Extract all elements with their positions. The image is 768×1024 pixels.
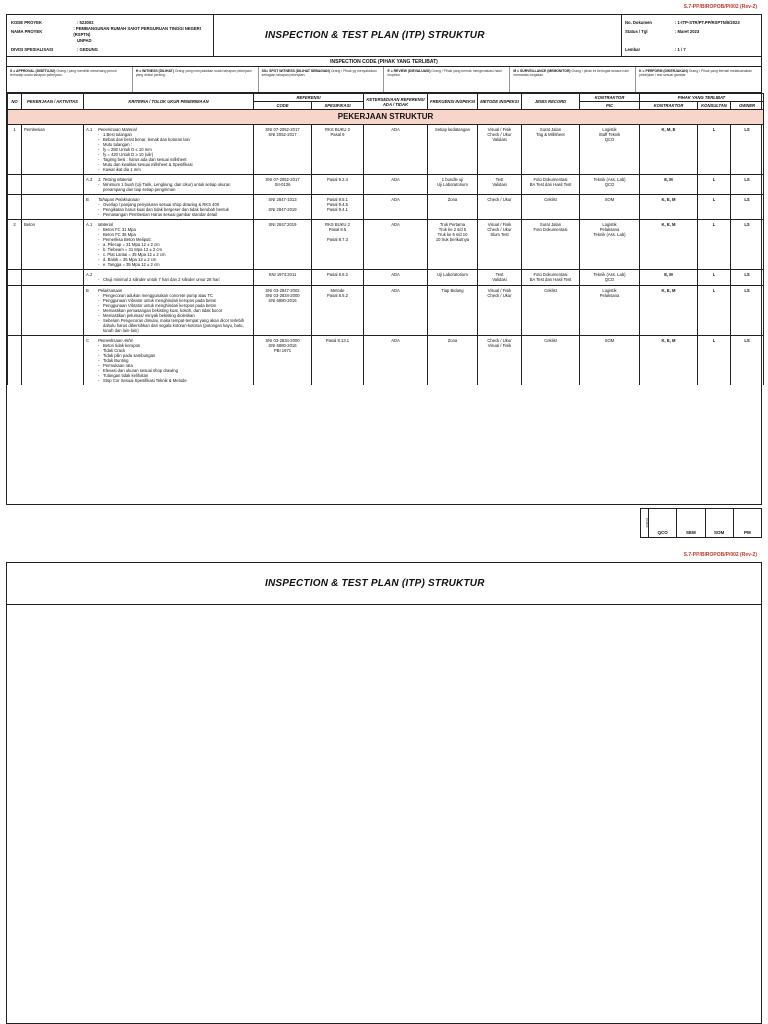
doc-header-2 bbox=[7, 563, 761, 605]
document-info bbox=[625, 18, 761, 54]
cell-frekuensi: Truk Pertama Truk ke 2 s/d 5 Truk ke 6 s/d 10 10 truk berikutnya bbox=[428, 220, 478, 270]
project-info-key: KODE PROYEK bbox=[11, 19, 42, 25]
project-info-value: : GEDUNG bbox=[77, 46, 98, 52]
sign-qco: QCO bbox=[649, 509, 677, 537]
cell-no bbox=[8, 335, 22, 385]
th-kriteria: KRITERIA / TOLOK UKUR PENERIMAAN bbox=[84, 94, 254, 110]
cell-record: Surat Jalan Foto Dokumentasi bbox=[522, 220, 580, 270]
cell-pic: Logistik Pelaksana bbox=[580, 285, 640, 335]
cell-owner: LS bbox=[731, 174, 764, 194]
th-pekerjaan: PEKERJAAN / AKTIVITAS bbox=[22, 94, 84, 110]
document-info-value: : 1 / 7 bbox=[675, 46, 686, 52]
approval-signature-box bbox=[640, 508, 762, 538]
cell-metode: Visual / Fisik Check / Ukur bbox=[478, 285, 522, 335]
document-info-key: Status / Tgl bbox=[625, 28, 648, 34]
th-metode: METODE INSPEKSI bbox=[478, 94, 522, 110]
cell-frekuensi: Setiap kedatangan bbox=[428, 124, 478, 174]
cell-kriteria: A.1 Material - Beton FC 31 Mpa - Beton FC 35 Mpa - Pemeriksa Beton Meliputi: - a. Pilecap = 31 Mpa 12 ± 2 cm - b. Tiebeam = 31 Mpa 12 ± 2 cm - c. Plat Lantai = 35 Mpa 12 ± 2 cm - d. Balok = 35 Mpa 12 ± 2 cm - e. Tangga = 35 Mpa 12 ± 2 cm bbox=[84, 220, 254, 270]
legend-item: S = APPROVAL (DISETUJUI) Orang / yang memiliki wewenang penuh terhadap suatu tahapan pekerjaan. bbox=[7, 67, 133, 92]
project-info-key: DIVISI SPESIALISASI bbox=[11, 46, 54, 52]
cell-job bbox=[22, 335, 84, 385]
th-referensi: REFERENSI bbox=[254, 94, 364, 102]
table-row bbox=[8, 174, 764, 194]
cell-code: SNI 2847:2019 bbox=[254, 220, 312, 270]
cell-kontraktor: K, M, E bbox=[640, 124, 698, 174]
itp-table-body bbox=[8, 124, 764, 385]
cell-code: SNI 03-2834-2000 SNI 6880-2016 PBI 1971 bbox=[254, 335, 312, 385]
th-ketersediaan: KETERSEDIAAN REFERENSI ADA / TIDAK bbox=[364, 94, 428, 110]
th-p-owner: OWNER bbox=[731, 102, 764, 110]
th-pic: PIC bbox=[580, 102, 640, 110]
document-info-row bbox=[625, 36, 761, 45]
cell-konsultan: L bbox=[698, 124, 731, 174]
cell-pic: SOM bbox=[580, 195, 640, 220]
cell-owner: LS bbox=[731, 335, 764, 385]
table-row bbox=[8, 335, 764, 385]
cell-kriteria: A.2 1. Testing Material - Minimum 1 buah (Uji Tarik, Lengkung, dan Ukur) untuk setiap ukuran penampang dan tiap setiap pengiriman bbox=[84, 174, 254, 194]
cell-ada: ADA bbox=[364, 335, 428, 385]
cell-code: SNI 2847-1013 SNI 2847-2019 bbox=[254, 195, 312, 220]
cell-spec: RKS BUKU 2 Pasal 8.5 Pasal 8.7.3 bbox=[312, 220, 364, 270]
cell-metode: Visual / Fisik Check / Ukur Validasi bbox=[478, 124, 522, 174]
cell-ada: ADA bbox=[364, 220, 428, 270]
th-kontraktor: KONTRAKTOR bbox=[580, 94, 640, 102]
cell-kontraktor: K, E, M bbox=[640, 195, 698, 220]
document-info-value: : Maret 2023 bbox=[675, 28, 700, 34]
table-row bbox=[8, 285, 764, 335]
inspection-code-title: INSPECTION CODE (PIHAK YANG TERLIBAT) bbox=[7, 57, 761, 67]
th-p-konsultan: KONSULTAN bbox=[698, 102, 731, 110]
cell-pic: Teknik (Ass. Lab) QCO bbox=[580, 174, 640, 194]
cell-metode: Test Validasi bbox=[478, 270, 522, 285]
th-jenis: JENIS RECORD bbox=[522, 94, 580, 110]
cell-spec: Metode Pasal 8.6.2 bbox=[312, 285, 364, 335]
cell-job bbox=[22, 174, 84, 194]
cell-record: Ceklist bbox=[522, 195, 580, 220]
cell-job bbox=[22, 270, 84, 285]
th-pihak: PIHAK YANG TERLIBAT bbox=[640, 94, 764, 102]
cell-record: Foto Dokumentasi BA Test dan Hasil Test bbox=[522, 270, 580, 285]
cell-kriteria: A.2 - Ckuji minimal 2 silinder untuk 7 hari dan 2 silinder umur 28 hari bbox=[84, 270, 254, 285]
cell-kontraktor: K, E, M bbox=[640, 220, 698, 270]
document-info-row bbox=[625, 18, 761, 27]
cell-spec: Pasal 9.2.4 bbox=[312, 174, 364, 194]
itp-sheet-1 bbox=[6, 4, 762, 505]
doc-title: INSPECTION & TEST PLAN (ITP) STRUKTUR bbox=[265, 30, 485, 41]
legend-item: K = PERFORM (DIKERJAKAN) Orang / Pihak yang berhak melaksanakan pekerjaan / test sesuai gambar. bbox=[639, 69, 752, 78]
cell-no bbox=[8, 270, 22, 285]
cell-code: SNI 07-2052-2017 SII-0136 bbox=[254, 174, 312, 194]
cell-job: Pembesian bbox=[22, 124, 84, 174]
cell-owner: LS bbox=[731, 124, 764, 174]
project-info-row bbox=[11, 45, 211, 54]
cell-pic: Teknik (Ass. Lab) QCO bbox=[580, 270, 640, 285]
cell-konsultan: L bbox=[698, 270, 731, 285]
cell-ada: ADA bbox=[364, 285, 428, 335]
project-info-key: NAMA PROYEK bbox=[11, 28, 43, 34]
cell-owner: LS bbox=[731, 220, 764, 270]
cell-no bbox=[8, 195, 22, 220]
cell-code: SNI 03-2847-2002 SNI 03-2834-2000 SNI 6880-2016 bbox=[254, 285, 312, 335]
section-title: PEKERJAAN STRUKTUR bbox=[8, 110, 764, 125]
document-info-row bbox=[625, 45, 761, 54]
cell-no: 1 bbox=[8, 124, 22, 174]
cell-no: 2 bbox=[8, 220, 22, 270]
document-info-key: No. Dokumen bbox=[625, 19, 652, 25]
cell-metode: Visual / Fisik Check / Ukur Slum Test bbox=[478, 220, 522, 270]
cell-record: Foto Dokumentasi BA Test dan Hasil Test bbox=[522, 174, 580, 194]
th-p-kontraktor: KONTRAKTOR bbox=[640, 102, 698, 110]
cell-kontraktor: E, M bbox=[640, 270, 698, 285]
cell-record: Ceklist bbox=[522, 335, 580, 385]
cell-spec: Pasal 8.13.1 bbox=[312, 335, 364, 385]
legend-item: H = WITNESS (DILIHAT) Orang yang menyaksikan suatu tahapan pekerjaan yang dinilai penting. bbox=[133, 67, 259, 92]
cell-ada: ADA bbox=[364, 174, 428, 194]
cell-job bbox=[22, 285, 84, 335]
cell-kriteria: A.1 Penerimaan Material - 1.Besi tulangan - Bebas dari berat benar, lemak dan kotoran lain - Mutu tulangan : - fy = 280 Untuk D ≤ 10 mm - fy = 420 Untuk D ≥ 10 (ulir) - Tagimg besi : harus ada dan sesuai millsheet - Mutu dan kwalitas sesuai millsheet & Spesifikasi - Kawat ikat dia 1 mm bbox=[84, 124, 254, 174]
cell-spec: RKS BUKU 2 Pasal 9 bbox=[312, 124, 364, 174]
cell-kontraktor: K, E, M bbox=[640, 285, 698, 335]
cell-frekuensi: 1 bundle uji Uji Laboratorium bbox=[428, 174, 478, 194]
cell-frekuensi: Tiap Bidang bbox=[428, 285, 478, 335]
cell-frekuensi: Zona bbox=[428, 335, 478, 385]
table-row bbox=[8, 270, 764, 285]
cell-konsultan: L bbox=[698, 335, 731, 385]
th-no: NO bbox=[8, 94, 22, 110]
doc-title-2: INSPECTION & TEST PLAN (ITP) STRUKTUR bbox=[265, 578, 485, 589]
paraf-label: PARAF bbox=[641, 509, 649, 537]
cell-record: Surat Jalan Tag & Millsheet bbox=[522, 124, 580, 174]
table-row bbox=[8, 220, 764, 270]
cell-pic: Logistik Pelaksana Teknik (Ass. Lab) bbox=[580, 220, 640, 270]
project-info bbox=[11, 18, 211, 54]
sign-sem: SEM bbox=[677, 509, 705, 537]
project-info-value: UNPAD bbox=[77, 37, 92, 43]
cell-no bbox=[8, 285, 22, 335]
project-info-value: : PEMBANGUNAN RUMAH SAKIT PERGURUAN TINGGI NEGERI (RSPTN) bbox=[73, 26, 201, 37]
cell-konsultan: L bbox=[698, 195, 731, 220]
cell-metode: Check / Ukur Visual / Fisik bbox=[478, 335, 522, 385]
cell-konsultan: L bbox=[698, 174, 731, 194]
cell-konsultan: L bbox=[698, 285, 731, 335]
cell-metode: Check / Ukur bbox=[478, 195, 522, 220]
cell-owner: LS bbox=[731, 270, 764, 285]
cell-kontraktor: K, E, M bbox=[640, 335, 698, 385]
cell-no bbox=[8, 174, 22, 194]
cell-ada: ADA bbox=[364, 124, 428, 174]
cell-kontraktor: E, M bbox=[640, 174, 698, 194]
cell-ada: ADA bbox=[364, 270, 428, 285]
sign-som: SOM bbox=[706, 509, 734, 537]
project-info-row bbox=[11, 36, 211, 45]
cell-ada: ADA bbox=[364, 195, 428, 220]
document-info-value: : 1-ITP-STR/PT.PP/RSPTN/II/2023 bbox=[675, 19, 740, 25]
legend-item: E = REVIEW (DIEVALUASI) Orang / Pihak yang berhak mengevaluasi hasil inspeksi. bbox=[384, 67, 510, 92]
form-code: S.7-PP/BIROPOB/P/002 (Rev-2) bbox=[683, 4, 757, 10]
legend-item: SS= SPOT WITNESS (DILIHAT SEBAGIAN) Orang / Pihak yg menyaksikan sebagian tahapan pekerjaan. bbox=[259, 67, 385, 92]
table-row bbox=[8, 124, 764, 174]
cell-owner: LS bbox=[731, 195, 764, 220]
cell-code: SNI 1974:2011 bbox=[254, 270, 312, 285]
cell-spec: Pasal 9.5.1 Pasal 9.4.5 Pasal 9.4.1 bbox=[312, 195, 364, 220]
project-info-value: : 523002 bbox=[77, 19, 94, 25]
cell-job bbox=[22, 195, 84, 220]
itp-table bbox=[7, 93, 764, 385]
legend-item: M = SURVEILLANCE (MEMONITOR) Orang / pihak ini bertugas secara rutin memantau kegiatan. bbox=[510, 67, 636, 92]
cell-spec: Pasal 8.6.2 bbox=[312, 270, 364, 285]
cell-owner: LS bbox=[731, 285, 764, 335]
cell-pic: SOM bbox=[580, 335, 640, 385]
cell-frekuensi: Uji Laboratorium bbox=[428, 270, 478, 285]
inspection-code-legend bbox=[7, 67, 761, 93]
document-info-key: Lembar bbox=[625, 46, 641, 52]
cell-kriteria: C Pemeriksaan Akhir - Beton tidak keropos - Tidak Crack - Tidak pilin pada sambungan - Tidak Bunting - Permukaan rata - Elevasi dan ukuran sesuai shop drawing - Tulangan tidak kelihatan - Stop Cor Sesuai Spesifikasi Teknik & Metode bbox=[84, 335, 254, 385]
document-info-row bbox=[625, 27, 761, 36]
table-row bbox=[8, 195, 764, 220]
sign-pm: PM bbox=[744, 529, 751, 535]
th-frekuensi: FREKUENSI INSPEKSI bbox=[428, 94, 478, 110]
itp-sheet-2 bbox=[6, 552, 762, 1024]
cell-record: Ceklist bbox=[522, 285, 580, 335]
cell-konsultan: L bbox=[698, 220, 731, 270]
cell-code: SNI 07-2052-2017 SNI 2052-2017 bbox=[254, 124, 312, 174]
cell-kriteria: B Tahapan Pelaksanaan - Overlap / panjang penyaluran sesuai shop drawing & RKS 400 - Pengikatan harus kuat dan tidak bergeser dan tidak berubah bentuk - Pemasangan Pembesian Harus sesuai gambar standar detail bbox=[84, 195, 254, 220]
th-code: CODE bbox=[254, 102, 312, 110]
cell-metode: Test Validasi bbox=[478, 174, 522, 194]
cell-kriteria: B Pelaksanaan - Pengecoran adukan menggunakan concrete pump atau TC - Penggunaan Vibrator untuk menghindari keropos pada beton - Penggunaan Vibrator untuk menghindari keropos pada beton - Memastikan pemasangan bekisting kuat, kokoh, dan tidak bocor - Memastikan pelumas/ minyak bekisting dioleskan - Sebelum Pengecoran dimulai, maka tempat-tempat yang akan dicor terlebih dahulu harus dibersihkan dari segala kotoran-kotoran (potongan kayu, batu, tanah dan lain-lain) bbox=[84, 285, 254, 335]
project-info-row bbox=[11, 27, 211, 36]
doc-header bbox=[7, 15, 761, 57]
cell-frekuensi: Zona bbox=[428, 195, 478, 220]
form-code-2: S.7-PP/BIROPOB/P/002 (Rev-2) bbox=[683, 552, 757, 558]
th-spesifikasi: SPESIFIKASI bbox=[312, 102, 364, 110]
cell-pic: Logistik Staff Teknik QCO bbox=[580, 124, 640, 174]
cell-job: Beton bbox=[22, 220, 84, 270]
